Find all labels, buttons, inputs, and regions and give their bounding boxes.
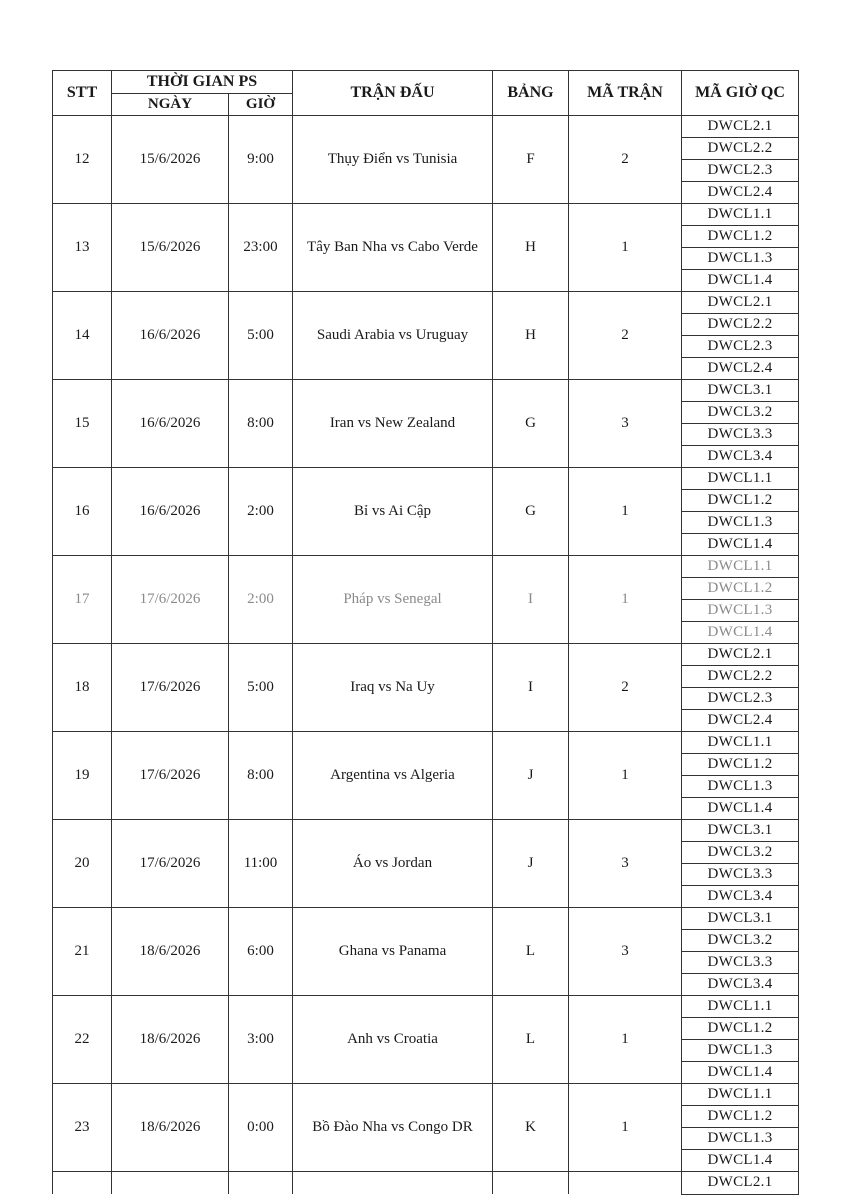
row-match: Saudi Arabia vs Uruguay — [293, 292, 493, 380]
row-ad-code: DWCL3.1 — [682, 908, 799, 930]
row-date: 15/6/2026 — [112, 204, 229, 292]
table-row-partial — [53, 1172, 799, 1195]
table-row — [53, 820, 799, 842]
row-date: 17/6/2026 — [112, 732, 229, 820]
row-group: G — [493, 468, 569, 556]
table-row — [53, 204, 799, 226]
header-stt: STT — [53, 71, 112, 116]
row-ad-code: DWCL2.4 — [682, 358, 799, 380]
row-match-code: 2 — [569, 644, 682, 732]
row-date: 17/6/2026 — [112, 644, 229, 732]
partial-cell — [569, 1172, 682, 1195]
row-ad-code: DWCL2.3 — [682, 688, 799, 710]
row-ad-code: DWCL3.4 — [682, 886, 799, 908]
table-row — [53, 468, 799, 490]
row-time: 5:00 — [229, 292, 293, 380]
row-match: Iran vs New Zealand — [293, 380, 493, 468]
row-match-code: 1 — [569, 996, 682, 1084]
row-ad-code: DWCL3.3 — [682, 952, 799, 974]
row-time: 2:00 — [229, 468, 293, 556]
row-ad-code: DWCL1.4 — [682, 1062, 799, 1084]
row-ad-code: DWCL1.3 — [682, 248, 799, 270]
row-ad-code: DWCL2.4 — [682, 182, 799, 204]
row-time: 23:00 — [229, 204, 293, 292]
row-ad-code: DWCL3.2 — [682, 930, 799, 952]
row-ad-code: DWCL3.4 — [682, 446, 799, 468]
row-group: I — [493, 644, 569, 732]
table-row — [53, 908, 799, 930]
row-ad-code: DWCL3.4 — [682, 974, 799, 996]
row-ad-code: DWCL1.3 — [682, 1040, 799, 1062]
header-date: NGÀY — [112, 94, 229, 116]
row-ad-code: DWCL3.3 — [682, 424, 799, 446]
row-date: 18/6/2026 — [112, 908, 229, 996]
row-ad-code: DWCL3.1 — [682, 380, 799, 402]
row-date: 17/6/2026 — [112, 820, 229, 908]
row-date: 17/6/2026 — [112, 556, 229, 644]
row-stt: 22 — [53, 996, 112, 1084]
table-row — [53, 380, 799, 402]
row-match-code: 3 — [569, 820, 682, 908]
table-row — [53, 292, 799, 314]
table-row — [53, 116, 799, 138]
header-ad-code: MÃ GIỜ QC — [682, 71, 799, 116]
row-time: 0:00 — [229, 1084, 293, 1172]
table-row — [53, 644, 799, 666]
row-group: L — [493, 996, 569, 1084]
row-ad-code: DWCL3.1 — [682, 820, 799, 842]
row-time: 8:00 — [229, 380, 293, 468]
row-match-code: 1 — [569, 468, 682, 556]
row-match: Tây Ban Nha vs Cabo Verde — [293, 204, 493, 292]
row-date: 16/6/2026 — [112, 468, 229, 556]
row-time: 11:00 — [229, 820, 293, 908]
row-time: 3:00 — [229, 996, 293, 1084]
row-ad-code: DWCL1.2 — [682, 490, 799, 512]
row-ad-code: DWCL2.4 — [682, 710, 799, 732]
row-ad-code: DWCL1.1 — [682, 732, 799, 754]
row-ad-code: DWCL1.3 — [682, 600, 799, 622]
row-ad-code: DWCL1.3 — [682, 1128, 799, 1150]
row-ad-code: DWCL1.1 — [682, 556, 799, 578]
row-group: L — [493, 908, 569, 996]
row-time: 2:00 — [229, 556, 293, 644]
row-ad-code: DWCL2.1 — [682, 292, 799, 314]
row-stt: 15 — [53, 380, 112, 468]
row-ad-code: DWCL2.3 — [682, 160, 799, 182]
row-ad-code: DWCL2.2 — [682, 138, 799, 160]
row-match-code: 1 — [569, 556, 682, 644]
row-match: Bỉ vs Ai Cập — [293, 468, 493, 556]
row-date: 18/6/2026 — [112, 1084, 229, 1172]
row-date: 16/6/2026 — [112, 292, 229, 380]
row-match: Bồ Đào Nha vs Congo DR — [293, 1084, 493, 1172]
row-ad-code: DWCL1.3 — [682, 776, 799, 798]
row-group: F — [493, 116, 569, 204]
row-stt: 20 — [53, 820, 112, 908]
row-match: Ghana vs Panama — [293, 908, 493, 996]
row-match-code: 1 — [569, 1084, 682, 1172]
header-hour: GIỜ — [229, 94, 293, 116]
row-ad-code: DWCL1.4 — [682, 270, 799, 292]
row-ad-code: DWCL1.4 — [682, 622, 799, 644]
table-row — [53, 996, 799, 1018]
row-match: Iraq vs Na Uy — [293, 644, 493, 732]
row-group: I — [493, 556, 569, 644]
row-group: J — [493, 820, 569, 908]
partial-cell — [293, 1172, 493, 1195]
table-row — [53, 556, 799, 578]
row-time: 8:00 — [229, 732, 293, 820]
table-row — [53, 1084, 799, 1106]
header-match: TRẬN ĐẤU — [293, 71, 493, 116]
row-stt: 17 — [53, 556, 112, 644]
header-time-group: THỜI GIAN PS — [112, 71, 293, 94]
row-ad-code: DWCL3.3 — [682, 864, 799, 886]
row-match: Argentina vs Algeria — [293, 732, 493, 820]
row-match: Anh vs Croatia — [293, 996, 493, 1084]
row-time: 9:00 — [229, 116, 293, 204]
row-stt: 23 — [53, 1084, 112, 1172]
row-match-code: 1 — [569, 204, 682, 292]
header-match-code: MÃ TRẬN — [569, 71, 682, 116]
row-stt: 16 — [53, 468, 112, 556]
row-ad-code: DWCL1.2 — [682, 578, 799, 600]
row-ad-code: DWCL1.2 — [682, 226, 799, 248]
row-ad-code: DWCL2.1 — [682, 116, 799, 138]
row-stt: 19 — [53, 732, 112, 820]
row-group: G — [493, 380, 569, 468]
row-ad-code: DWCL1.2 — [682, 754, 799, 776]
row-ad-code: DWCL2.3 — [682, 336, 799, 358]
partial-cell — [53, 1172, 112, 1195]
row-ad-code: DWCL2.1 — [682, 1172, 799, 1195]
row-stt: 13 — [53, 204, 112, 292]
row-ad-code: DWCL1.4 — [682, 798, 799, 820]
row-match-code: 2 — [569, 292, 682, 380]
row-match: Thụy Điển vs Tunisia — [293, 116, 493, 204]
row-match-code: 1 — [569, 732, 682, 820]
row-date: 16/6/2026 — [112, 380, 229, 468]
row-ad-code: DWCL2.1 — [682, 644, 799, 666]
row-group: K — [493, 1084, 569, 1172]
row-match-code: 2 — [569, 116, 682, 204]
broadcast-schedule-table — [52, 70, 799, 1195]
row-ad-code: DWCL1.2 — [682, 1018, 799, 1040]
row-date: 15/6/2026 — [112, 116, 229, 204]
row-date: 18/6/2026 — [112, 996, 229, 1084]
row-ad-code: DWCL2.2 — [682, 666, 799, 688]
row-ad-code: DWCL3.2 — [682, 402, 799, 424]
row-stt: 14 — [53, 292, 112, 380]
row-ad-code: DWCL1.1 — [682, 1084, 799, 1106]
partial-cell — [229, 1172, 293, 1195]
row-ad-code: DWCL1.4 — [682, 1150, 799, 1172]
header-group: BẢNG — [493, 71, 569, 116]
row-time: 6:00 — [229, 908, 293, 996]
row-ad-code: DWCL2.2 — [682, 314, 799, 336]
row-group: J — [493, 732, 569, 820]
row-match-code: 3 — [569, 380, 682, 468]
row-match: Pháp vs Senegal — [293, 556, 493, 644]
row-match-code: 3 — [569, 908, 682, 996]
row-ad-code: DWCL1.1 — [682, 996, 799, 1018]
row-stt: 21 — [53, 908, 112, 996]
row-match: Áo vs Jordan — [293, 820, 493, 908]
row-group: H — [493, 292, 569, 380]
partial-cell — [112, 1172, 229, 1195]
table-row — [53, 732, 799, 754]
partial-cell — [493, 1172, 569, 1195]
row-stt: 18 — [53, 644, 112, 732]
schedule-body — [53, 116, 799, 1195]
row-ad-code: DWCL1.3 — [682, 512, 799, 534]
row-ad-code: DWCL1.1 — [682, 204, 799, 226]
row-stt: 12 — [53, 116, 112, 204]
row-group: H — [493, 204, 569, 292]
row-ad-code: DWCL3.2 — [682, 842, 799, 864]
row-ad-code: DWCL1.1 — [682, 468, 799, 490]
row-time: 5:00 — [229, 644, 293, 732]
row-ad-code: DWCL1.4 — [682, 534, 799, 556]
row-ad-code: DWCL1.2 — [682, 1106, 799, 1128]
